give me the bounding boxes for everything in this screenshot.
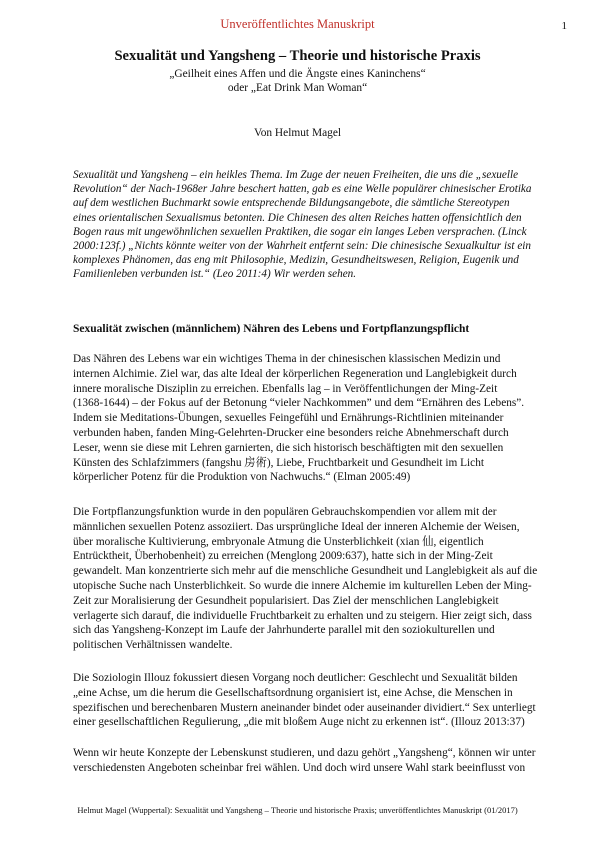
paragraph-line: Zeit zur Moralisierung der Gesundheit popularisiert. Das Ziel der menschlichen Langlebigkeit	[73, 594, 499, 607]
section-heading: Sexualität zwischen (männlichem) Nähren des Lebens und Fortpflanzungspflicht	[73, 323, 470, 335]
abstract-line: komplexes Phänomen, das eng mit Philosophie, Medizin, Gesundheitswesen, Religion, Eugenik und	[73, 254, 519, 267]
document-subtitle-1: „Geilheit eines Affen und die Ängste eines Kaninchens“	[169, 68, 426, 80]
body-paragraph-4	[73, 746, 543, 776]
paragraph-line: Das Nähren des Lebens war ein wichtiges Thema in der chinesischen klassischen Medizin und	[73, 353, 501, 365]
paragraph-line: gewandelt. Man konzentrierte sich mehr auf die menschliche Gesundheit und Langlebigkeit als auf die	[73, 565, 538, 578]
paragraph-line: verlagerte sich darauf, die individuelle Fruchtbarkeit zu erhalten und zu steigern. Hier zeigt sich, dass	[73, 609, 532, 622]
paragraph-line: innere moralische Disziplin zu erreichen. Ebenfalls lag – in Veröffentlichungen der Ming-Zeit	[73, 382, 498, 395]
paragraph-line: einer gesellschaftlichen Regulierung, „die mit bloßem Auge nicht zu erkennen ist“. (Illouz 2013:37)	[73, 716, 525, 729]
paragraph-line: sich das Yangsheng-Konzept im Laufe der Jahrhunderte parallel mit den soziokulturellen und	[73, 624, 495, 637]
abstract-line: 2000:123f.) „Nichts könnte weiter von der Wahrheit entfernt sein: Die chinesische Sexualkultur ist ein	[73, 240, 531, 253]
abstract	[73, 168, 539, 282]
paragraph-line: Die Fortpflanzungsfunktion wurde in den populären Gebrauchskompendien vor allem mit der	[73, 506, 497, 518]
paragraph-line: (1368-1644) – der Fokus auf der Betonung “vieler Nachkommen” und dem “Ernähren des Lebens”.	[73, 397, 525, 410]
page-number: 1	[561, 20, 567, 32]
abstract-line: eines orientalischen Sexualismus betonten. Die Chinesen des alten Reiches hatten offensichtlich den	[73, 211, 522, 224]
paragraph-line: politischen Verhältnissen wandelte.	[73, 639, 233, 652]
paragraph-line: internen Alchimie. Ziel war, das alte Ideal der körperlichen Regeneration und Langlebigkeit durch	[73, 367, 517, 380]
paragraph-line: Leser, wenn sie diese mit Lehren garnierten, die sich historisch beschäftigten mit den sexuellen	[73, 441, 504, 454]
paragraph-line: utopische Suche nach Unsterblichkeit. So wurde die innere Alchemie im kulturellen Leben der Ming-	[73, 579, 532, 592]
document-subtitle-2: oder „Eat Drink Man Woman“	[227, 82, 368, 94]
abstract-line: Familienleben verbunden ist.“ (Leo 2011:4) Wir werden sehen.	[73, 268, 357, 281]
page-footer: Helmut Magel (Wuppertal): Sexualität und Yangsheng – Theorie und historische Praxis; unveröffentlichtes Manuskript (01/2017)	[77, 805, 518, 815]
abstract-line: Revolution“ der Nach-1968er Jahre beschert hatten, gab es eine Welle populärer chinesischer Erotika	[73, 183, 532, 196]
abstract-line: auf dem westlichen Buchmarkt sowie entsprechende Bildungsangebote, die sämtliche Stereotypen	[73, 197, 510, 210]
paragraph-line: verschiedensten Angeboten scheinbar frei wählen. Und doch wird unsere Wahl stark beeinflusst von	[73, 761, 526, 774]
paragraph-line: Entrücktheit, Überhobenheit) zu erreichen (Menglong 2009:637), hatte sich in der Ming-Zeit	[73, 550, 493, 563]
paragraph-line: über moralische Kultivierung, embryonale Atmung die Unsterblichkeit (xian 仙, eigentlich	[73, 535, 484, 548]
paragraph-line: „eine Achse, um die herum die Gesellschaftsordnung organisiert ist, eine Achse, die Menschen in	[73, 686, 513, 699]
abstract-line: Bogen raus mit ungewöhnlichen sexuellen Praktiken, die sogar ein langes Leben versprachen. (Linck	[73, 225, 527, 238]
body-paragraph-2	[73, 505, 543, 653]
paragraph-line: verbunden haben, fanden Ming-Gelehrten-Drucker eine besonders reiche Abnehmerschaft durch	[73, 426, 509, 439]
running-header: Unveröffentlichtes Manuskript	[220, 17, 375, 31]
author-line: Von Helmut Magel	[253, 127, 342, 139]
abstract-line: Sexualität und Yangsheng – ein heikles Thema. Im Zuge der neuen Freiheiten, die uns die „sexuelle	[73, 169, 519, 181]
paragraph-line: männlichen sexuellen Potenz assoziiert. Das ursprüngliche Ideal der inneren Alchemie der Weisen,	[73, 520, 520, 533]
paragraph-line: körperlicher Potenz für die Produktion von Nachwuchs.“ (Elman 2005:49)	[73, 471, 411, 484]
document-title: Sexualität und Yangsheng – Theorie und historische Praxis	[114, 48, 481, 64]
body-paragraph-1	[73, 352, 543, 485]
paragraph-line: Wenn wir heute Konzepte der Lebenskunst studieren, und dazu gehört „Yangsheng“, können wir unter	[73, 747, 536, 759]
paragraph-line: Künsten des Schlafzimmers (fangshu 房術), Liebe, Fruchtbarkeit und Gesundheit im Licht	[73, 456, 484, 469]
paragraph-line: spezifischen und berechenbaren Mustern aneinander bindet oder auseinander dividiert.“ Sex unterliegt	[73, 701, 536, 714]
paragraph-line: Die Soziologin Illouz fokussiert diesen Vorgang noch deutlicher: Geschlecht und Sexualität bilden	[73, 672, 518, 684]
body-paragraph-3	[73, 671, 543, 730]
paragraph-line: Indem sie Meditations-Übungen, sexuelles Feingefühl und Ernährungs-Richtlinien miteinander	[73, 412, 504, 425]
